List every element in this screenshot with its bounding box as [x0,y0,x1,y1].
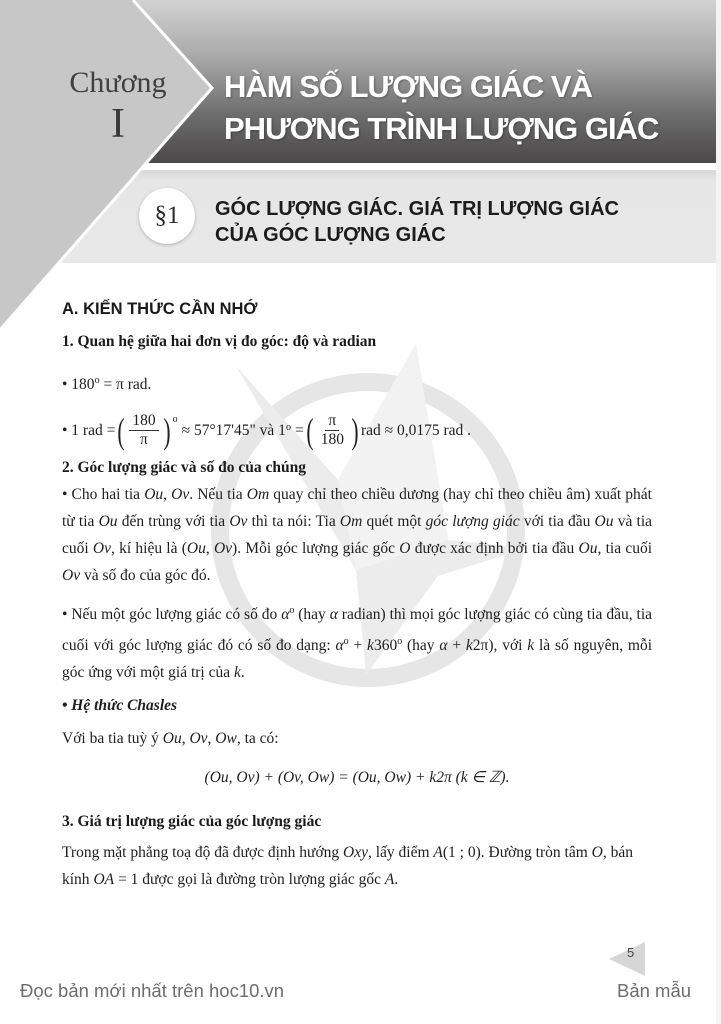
text: , bán kính [62,844,633,889]
chasles-heading: • Hệ thức Chasles [62,697,178,715]
text: , [207,730,216,748]
text: Trong mặt phẳng toạ độ đã được định hướng [62,844,344,862]
right-paren: ) [351,410,359,451]
part-a-heading: A. KIẾN THỨC CẦN NHỚ [62,300,258,318]
math: A [433,844,443,862]
text: được xác định bởi tia đầu [410,540,579,558]
subsection-3-heading: 3. Giá trị lượng giác của góc lượng giác [62,813,322,831]
chasles-intro [62,725,652,752]
text: , [181,730,190,748]
text: và số đo của góc đó. [80,567,211,585]
math: α [329,606,338,624]
text: , [205,540,214,558]
left-chevron-panel [0,0,721,340]
math: Om [246,486,270,504]
math: Ou [162,730,182,748]
term: góc lượng giác [425,513,520,531]
math: Ou [578,540,598,558]
fraction-180-over-pi [129,412,158,449]
math: k [367,637,374,655]
section-number-badge: §1 [139,188,195,244]
superscript: o [397,636,403,648]
text: + [348,637,368,655]
text: Với ba tia tuỳ ý [62,730,163,748]
bullet-rad-conversion [62,412,652,449]
section-title [215,196,695,248]
section-title-line2: CỦA GÓC LƯỢNG GIÁC [215,224,446,246]
math: α [281,606,290,624]
text: 2π), với [472,637,528,655]
bullet-degree-radian [62,367,652,398]
superscript: o [285,422,291,434]
text: ≈ 57°17'45" và 1 [181,421,286,439]
text: + [447,637,466,655]
math: Ov [62,567,81,585]
text: , ta có: [236,730,279,748]
section-title-line1: GÓC LƯỢNG GIÁC. GIÁ TRỊ LƯỢNG GIÁC [215,198,619,220]
math: Ou [144,486,164,504]
math: α [439,637,448,655]
text: rad ≈ 0,0175 rad . [360,421,472,439]
text: radian) thì mọi góc lượng giác có cùng tia đầu, tia cuối với góc lượng giác đó có số đo dạng: [62,606,653,655]
math: Ov [171,486,190,504]
text: = 1 được gọi là đường tròn lượng giác gốc [114,871,385,889]
numerator: π [325,412,339,431]
text: (hay [294,606,330,624]
math: α [335,637,344,655]
math: k [234,664,241,682]
fraction-pi-over-180 [318,412,347,449]
text: . Nếu tia [189,486,247,504]
text: với tia đầu [519,513,595,531]
superscript: o [172,414,178,426]
paragraph-unit-circle [62,839,652,893]
text: quay chỉ theo chiều dương (hay chỉ theo chiều âm) xuất phát từ tia [62,486,652,531]
left-paren: ( [117,410,125,451]
page-number: 5 [627,945,635,960]
math: Ov [92,540,111,558]
text: = [294,421,304,439]
subsection-1-heading: 1. Quan hệ giữa hai đơn vị đo góc: độ và radian [62,333,377,350]
text: • Cho hai tia [62,486,145,504]
chapter-title-line1: HÀM SỐ LƯỢNG GIÁC VÀ [224,69,592,104]
math: k [527,637,535,655]
chapter-number: I [111,101,125,147]
text: . [394,871,399,889]
numerator: 180 [129,412,158,431]
text: = π rad. [99,376,152,394]
text: và tia cuối [62,513,653,558]
chasles-formula: (Ou, Ov) + (Ov, Ow) = (Ou, Ow) + k2π (k ∈ ℤ). [204,769,510,787]
math: Ou [594,513,614,531]
math: OA [93,871,115,889]
math: Ou [186,540,206,558]
math: Ov [189,730,208,748]
math: O [399,540,411,558]
text: (1 ; 0). Đường tròn tâm [442,844,592,862]
footer-sample-label: Bản mẫu [617,980,692,1001]
denominator: π [140,431,148,449]
math: k [465,637,473,655]
math: Ov [213,540,233,558]
subsection-2-heading: 2. Góc lượng giác và số đo của chúng [62,459,306,477]
text: , lấy điểm [367,844,434,862]
superscript: o [289,605,295,617]
text: ). Mỗi góc lượng giác gốc [232,540,400,558]
text: • 180 [62,376,95,394]
chapter-title-line2: PHƯƠNG TRÌNH LƯỢNG GIÁC [224,111,659,146]
chapter-title [224,66,704,150]
text: (hay [402,637,440,655]
text: 360 [373,637,398,655]
math: A [384,871,395,889]
text: , kí hiệu là ( [111,540,187,558]
superscript: o [343,636,349,648]
text: thì ta nói: Tia [247,513,340,531]
text: đến trùng với tia [117,513,230,531]
math: Ou [98,513,118,531]
text: , tia cuối [597,540,653,558]
text: là số nguyên, mỗi góc ứng với một giá trị của [62,637,652,682]
paragraph-trig-angle-definition [62,481,652,589]
text: • Nếu một góc lượng giác có số đo [62,606,282,624]
superscript: o [94,375,100,386]
document-body [62,300,652,893]
math: O [591,844,603,862]
denominator: 180 [320,431,344,449]
text: , [163,486,172,504]
paragraph-angle-measure-family [62,597,652,686]
math: Om [339,513,363,531]
text: quét một [362,513,426,531]
left-paren: ( [306,410,314,451]
text: . [240,664,245,682]
math: Ov [229,513,248,531]
text: • 1 rad = [62,421,116,439]
footer-source-link[interactable]: Đọc bản mới nhất trên hoc10.vn [20,980,285,1001]
math: Ow [215,730,237,748]
chapter-label: Chương [69,66,167,99]
right-paren: ) [162,410,171,451]
math: Oxy [343,844,368,862]
